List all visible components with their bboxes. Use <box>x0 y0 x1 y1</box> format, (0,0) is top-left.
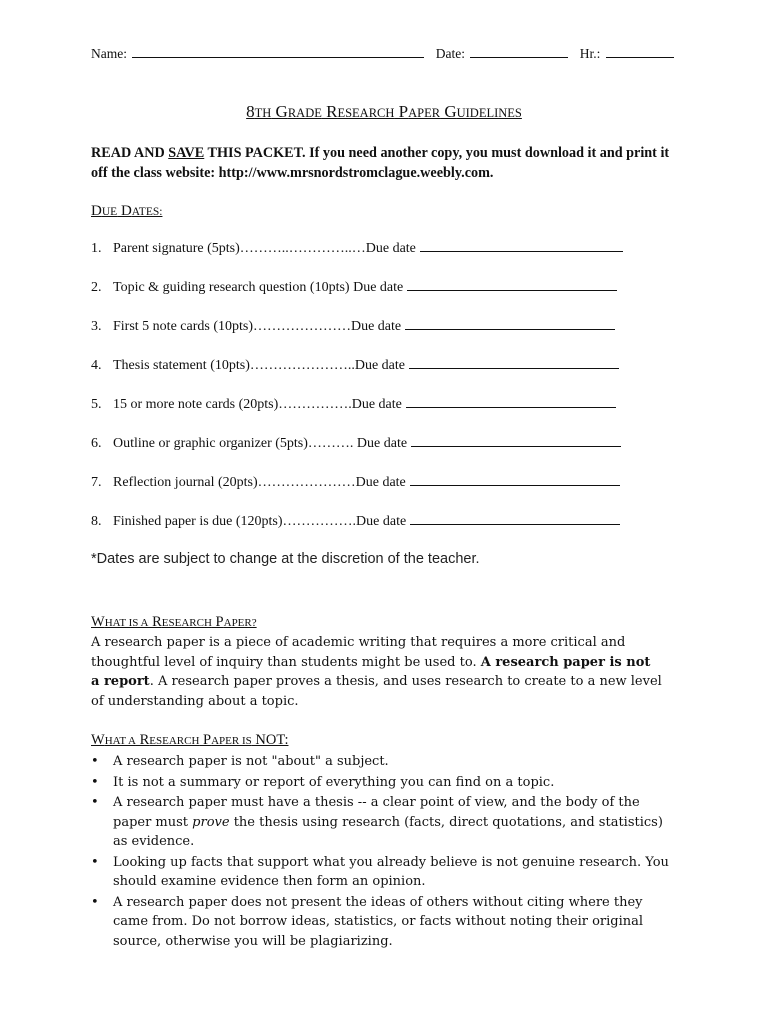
heading-part: R <box>148 614 162 630</box>
due-date-blank-line <box>405 328 615 330</box>
due-item-number: 5. <box>91 397 102 412</box>
list-item <box>91 793 691 852</box>
bullet-icon: • <box>91 754 99 769</box>
due-item <box>91 436 621 452</box>
due-item-number: 1. <box>91 241 102 256</box>
bullet-icon: • <box>91 774 99 790</box>
what-is-paragraph <box>91 633 663 711</box>
list-item-text: A research paper must have a thesis -- a clear point of view, and the body of the paper must prove the thesis using research (facts, direct quotations, and statistics) as evidence. <box>113 795 663 849</box>
due-item-number: 3. <box>91 319 102 334</box>
list-item <box>91 752 691 772</box>
due-item <box>91 514 620 530</box>
title-part: APER <box>408 106 441 120</box>
hour-blank-line <box>606 56 674 58</box>
title-part: ESEARCH <box>337 106 395 120</box>
due-date-blank-line <box>407 289 617 291</box>
intro-notice <box>91 144 681 183</box>
title-part: P <box>394 102 409 121</box>
intro-text: THIS PACKET. If you need another copy, you must download it and print it off the class website: http://www.mrsnordstromclague.weebly.com. <box>91 145 670 181</box>
due-item <box>91 358 619 374</box>
due-item-text: Thesis statement (10pts)…………………..Due date <box>113 358 406 373</box>
due-date-blank-line <box>411 445 621 447</box>
heading-part: P <box>211 614 224 630</box>
heading-part: D <box>91 203 102 219</box>
heading-part: W <box>91 732 105 748</box>
due-date-blank-line <box>409 367 619 369</box>
heading-part: R <box>135 732 150 748</box>
what-is-not-heading <box>91 732 288 749</box>
emphasis-text: prove <box>192 814 230 830</box>
title-part: TH <box>254 106 272 120</box>
paragraph-text: A research paper is a piece of academic writing that requires a more critical and thoughtful level of inquiry than students might be used to. <box>91 635 626 670</box>
intro-save-emphasis: SAVE <box>168 145 205 161</box>
due-item-text: Topic & guiding research question (10pts) Due date <box>113 280 404 295</box>
name-label: Name: <box>91 46 127 61</box>
heading-part: ESEARCH <box>149 735 200 747</box>
title-part: G <box>440 102 457 121</box>
due-date-blank-line <box>406 406 616 408</box>
date-label: Date: <box>435 46 465 61</box>
due-item <box>91 280 617 296</box>
heading-part: HAT A <box>104 735 136 747</box>
list-item <box>91 853 691 892</box>
bullet-icon: • <box>91 894 99 910</box>
due-item-text: Finished paper is due (120pts)…………….Due date <box>113 514 407 529</box>
paragraph-bold-text: A research paper is not a report <box>91 654 651 690</box>
due-item-text: Reflection journal (20pts)…………………Due date <box>113 475 406 490</box>
title-part: R <box>321 102 338 121</box>
heading-part: ESEARCH <box>161 617 212 629</box>
heading-part: W <box>91 614 105 630</box>
paragraph-text: . A research paper proves a thesis, and uses research to create to a new level of understanding about a topic. <box>91 674 662 709</box>
due-item <box>91 475 620 491</box>
heading-part: UE <box>101 206 118 218</box>
due-item <box>91 241 623 257</box>
due-item-text: Outline or graphic organizer (5pts)………. Due date <box>113 436 408 451</box>
title-part: UIDELINES <box>456 106 522 120</box>
due-item-number: 4. <box>91 358 102 373</box>
dates-disclaimer: *Dates are subject to change at the discretion of the teacher. <box>91 551 480 567</box>
heading-part: NOT: <box>251 732 289 748</box>
list-item <box>91 773 691 793</box>
bullet-icon: • <box>91 854 99 870</box>
due-date-blank-line <box>410 523 620 525</box>
intro-text: READ AND <box>91 145 169 161</box>
due-item-text: 15 or more note cards (20pts)…………….Due date <box>113 397 402 412</box>
title-part: G <box>271 102 288 121</box>
not-list <box>91 752 691 952</box>
name-blank-line <box>132 56 424 58</box>
list-item-text: A research paper does not present the ideas of others without citing where they came from. Do not borrow ideas, statistics, or facts without noting their original source, otherwise you will be plagiarizing. <box>113 894 644 949</box>
due-item <box>91 397 616 413</box>
due-date-blank-line <box>410 484 620 486</box>
list-item-text: A research paper is not "about" a subject. <box>113 754 389 769</box>
due-item-text: First 5 note cards (10pts)…………………Due date <box>113 319 402 334</box>
due-item-text: Parent signature (5pts)………..…………..…Due date <box>113 241 416 256</box>
due-item-number: 8. <box>91 514 102 529</box>
due-date-blank-line <box>420 250 623 252</box>
due-item-number: 7. <box>91 475 102 490</box>
heading-part: APER IS <box>211 735 252 747</box>
hour-label: Hr.: <box>579 46 601 61</box>
heading-part: HAT IS A <box>104 617 149 629</box>
due-item-number: 2. <box>91 280 102 295</box>
title-part: 8 <box>246 102 255 121</box>
list-item-text: Looking up facts that support what you already believe is not genuine research. You should examine evidence then form an opinion. <box>113 854 669 889</box>
heading-part: D <box>117 203 132 219</box>
heading-part: APER? <box>223 617 257 629</box>
due-dates-heading <box>91 203 162 220</box>
list-item <box>91 893 691 952</box>
list-item-text: It is not a summary or report of everything you can find on a topic. <box>113 774 555 790</box>
due-item-number: 6. <box>91 436 102 451</box>
bullet-icon: • <box>91 795 99 810</box>
due-item <box>91 319 615 335</box>
heading-part: P <box>199 732 212 748</box>
date-blank-line <box>470 56 568 58</box>
header-fields <box>91 46 681 62</box>
what-is-heading <box>91 614 257 631</box>
page-title <box>0 102 768 122</box>
heading-part: ATES: <box>131 206 163 218</box>
title-part: RADE <box>287 106 322 120</box>
